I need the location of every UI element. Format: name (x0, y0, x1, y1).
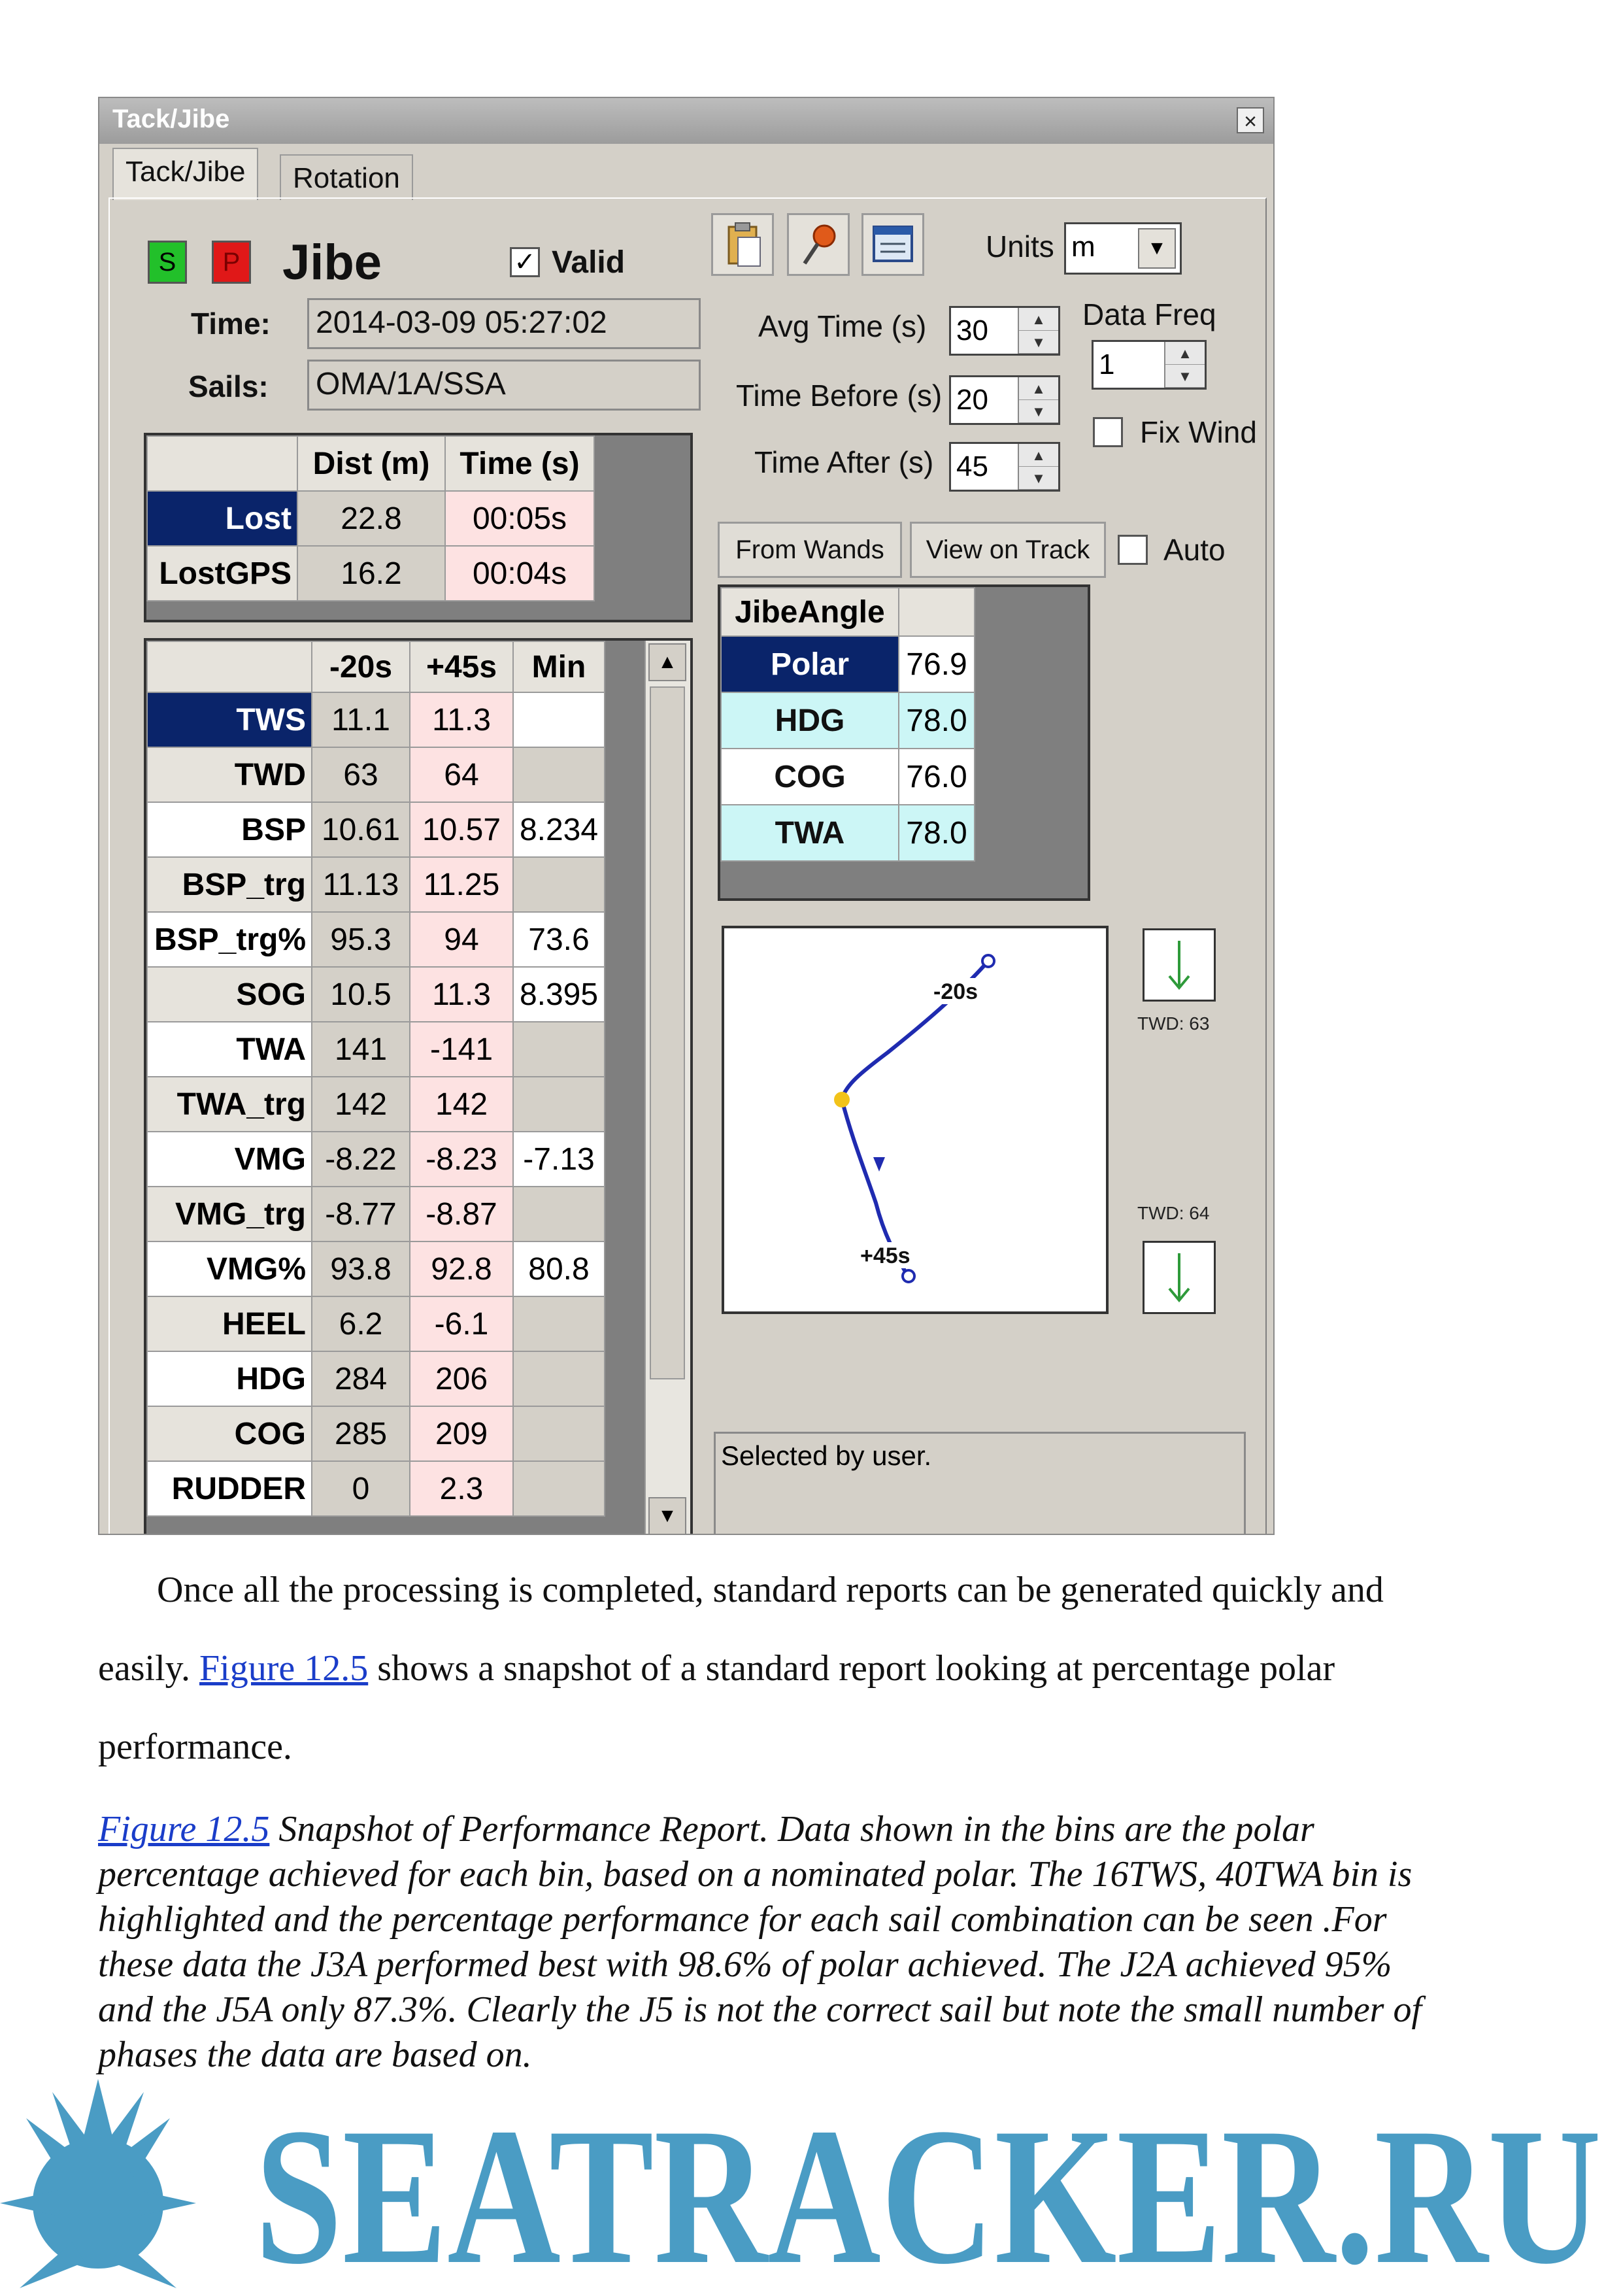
time-cell[interactable]: 00:05s (445, 491, 594, 546)
status-box: Selected by user. (714, 1432, 1246, 1535)
row-header[interactable]: VMG_trg (147, 1187, 312, 1241)
after-cell[interactable]: -8.87 (410, 1187, 513, 1241)
before-cell[interactable]: 10.5 (312, 967, 410, 1022)
angle-value-cell[interactable]: 76.0 (899, 749, 975, 805)
sails-label: Sails: (188, 369, 269, 403)
caption-line-2: percentage achieved for each bin, based on a nominated polar. The 16TWS, 40TWA bin is (98, 1854, 1412, 1895)
data-freq-label: Data Freq (1082, 297, 1216, 331)
wind-arrow-bottom-icon (1143, 1241, 1216, 1314)
row-header[interactable]: COG (721, 749, 899, 805)
after-cell[interactable]: 206 (410, 1351, 513, 1406)
column-header-jibe-angle[interactable]: JibeAngle (721, 588, 899, 636)
end-label: +45s (860, 1243, 911, 1268)
table-row[interactable] (147, 1187, 605, 1241)
after-cell[interactable]: 11.25 (410, 857, 513, 912)
paragraph-line-3: performance. (98, 1727, 292, 1767)
before-cell[interactable]: 95.3 (312, 912, 410, 967)
title-bar[interactable] (99, 98, 1273, 144)
loss-grid (144, 433, 693, 622)
stats-grid (144, 638, 693, 1535)
caption-line-3: highlighted and the percentage performance for each sail combination can be seen .For (98, 1899, 1387, 1940)
before-cell[interactable]: 285 (312, 1406, 410, 1461)
fix-wind-label: Fix Wind (1140, 415, 1257, 449)
from-wands-button[interactable]: From Wands (718, 522, 902, 578)
scroll-thumb[interactable] (650, 686, 685, 1379)
row-header[interactable]: BSP_trg (147, 857, 312, 912)
min-cell[interactable] (513, 1077, 605, 1132)
after-cell[interactable]: 142 (410, 1077, 513, 1132)
spin-down-button[interactable]: ▼ (1019, 331, 1058, 354)
after-cell[interactable]: 92.8 (410, 1241, 513, 1296)
angle-value-cell[interactable]: 78.0 (899, 692, 975, 749)
avg-time-value: 30 (956, 314, 988, 346)
table-row[interactable] (147, 546, 594, 601)
twd-bottom-label: TWD: 64 (1137, 1203, 1210, 1223)
caption-line-1 (98, 1807, 1601, 1852)
row-header[interactable]: COG (147, 1406, 312, 1461)
row-header[interactable]: HEEL (147, 1296, 312, 1351)
after-cell[interactable]: 94 (410, 912, 513, 967)
before-cell[interactable]: 142 (312, 1077, 410, 1132)
column-header-value (899, 588, 975, 636)
spin-down-button[interactable]: ▼ (1019, 467, 1058, 490)
wind-arrow-top-icon (1143, 928, 1216, 1002)
min-cell[interactable] (513, 857, 605, 912)
min-cell[interactable] (513, 1461, 605, 1516)
table-row[interactable] (721, 805, 975, 861)
table-row[interactable] (147, 857, 605, 912)
port-indicator[interactable]: P (212, 241, 251, 284)
table-row[interactable] (147, 802, 605, 857)
watermark (0, 2053, 1621, 2293)
after-cell[interactable]: -6.1 (410, 1296, 513, 1351)
time-before-label: Time Before (s) (736, 379, 943, 413)
time-before-value: 20 (956, 384, 988, 416)
before-cell[interactable]: 6.2 (312, 1296, 410, 1351)
row-header[interactable]: RUDDER (147, 1461, 312, 1516)
before-cell[interactable]: 11.13 (312, 857, 410, 912)
jibe-point (834, 1092, 850, 1107)
min-cell[interactable] (513, 1406, 605, 1461)
table-row[interactable] (147, 1022, 605, 1077)
before-cell[interactable]: 284 (312, 1351, 410, 1406)
spin-up-button[interactable]: ▲ (1019, 377, 1058, 400)
figure-link[interactable]: Figure 12.5 (199, 1648, 369, 1689)
auto-checkbox[interactable] (1118, 535, 1148, 565)
after-cell[interactable]: 209 (410, 1406, 513, 1461)
row-header[interactable]: TWA (721, 805, 899, 861)
before-cell[interactable]: -8.22 (312, 1132, 410, 1187)
row-header[interactable]: VMG% (147, 1241, 312, 1296)
tack-jibe-window (98, 97, 1275, 1535)
table-row[interactable] (147, 912, 605, 967)
auto-label: Auto (1163, 533, 1226, 567)
after-cell[interactable]: 10.57 (410, 802, 513, 857)
row-header[interactable]: LostGPS (147, 546, 297, 601)
paragraph-line-2 (98, 1647, 1335, 1689)
caption-line-6: phases the data are based on. (98, 2034, 532, 2075)
table-row[interactable] (147, 967, 605, 1022)
row-header[interactable]: VMG (147, 1132, 312, 1187)
twd-top-label: TWD: 63 (1137, 1013, 1210, 1034)
min-cell[interactable] (513, 1022, 605, 1077)
before-cell[interactable]: 11.1 (312, 692, 410, 747)
table-row[interactable] (147, 1241, 605, 1296)
spin-up-button[interactable]: ▲ (1019, 444, 1058, 467)
caption-line-4: these data the J3A performed best with 98.6% of polar achieved. The J2A achieved 95% (98, 1944, 1392, 1985)
time-after-value: 45 (956, 450, 988, 482)
pin-tool-icon[interactable] (787, 213, 850, 276)
table-header-row (147, 641, 605, 692)
units-label: Units (986, 229, 1054, 263)
starboard-indicator[interactable]: S (148, 241, 187, 284)
column-header-dist[interactable]: Dist (m) (297, 436, 445, 491)
angle-value-cell[interactable]: 76.9 (899, 636, 975, 692)
after-cell[interactable]: -8.23 (410, 1132, 513, 1187)
row-header[interactable]: Lost (147, 491, 297, 546)
column-header (147, 641, 312, 692)
min-cell[interactable] (513, 692, 605, 747)
paragraph-line-1: Once all the processing is completed, standard reports can be generated quickly and (157, 1570, 1384, 1610)
min-cell[interactable] (513, 1296, 605, 1351)
row-header[interactable]: TWS (147, 692, 312, 747)
row-header[interactable]: Polar (721, 636, 899, 692)
table-row[interactable] (147, 1406, 605, 1461)
after-cell[interactable]: 11.3 (410, 692, 513, 747)
angle-value-cell[interactable]: 78.0 (899, 805, 975, 861)
scroll-up-button[interactable]: ▲ (648, 643, 686, 681)
time-after-spinner[interactable] (949, 442, 1060, 492)
window-view-icon[interactable] (861, 213, 924, 276)
table-header-row (721, 588, 975, 636)
paragraph-text: easily. (98, 1648, 199, 1689)
valid-checkbox[interactable]: ✓ (510, 247, 540, 277)
row-header[interactable]: BSP_trg% (147, 912, 312, 967)
table-row[interactable] (147, 1132, 605, 1187)
column-header (147, 436, 297, 491)
stats-table (146, 641, 605, 1517)
before-cell[interactable]: 141 (312, 1022, 410, 1077)
table-row[interactable] (147, 1461, 605, 1516)
scroll-down-button[interactable]: ▼ (648, 1497, 686, 1535)
row-header[interactable]: TWA (147, 1022, 312, 1077)
jibe-angle-grid (718, 584, 1090, 901)
time-label: Time: (191, 307, 271, 341)
row-header[interactable]: BSP (147, 802, 312, 857)
direction-arrow (873, 1157, 885, 1172)
after-cell[interactable]: 2.3 (410, 1461, 513, 1516)
column-header-time[interactable]: Time (s) (445, 436, 594, 491)
dist-cell[interactable]: 16.2 (297, 546, 445, 601)
valid-label: Valid (552, 245, 626, 280)
paragraph-text: shows a snapshot of a standard report looking at percentage polar (368, 1648, 1335, 1689)
tab-tack-jibe[interactable]: Tack/Jibe (112, 148, 258, 200)
close-button[interactable]: × (1237, 107, 1264, 133)
sails-field: OMA/1A/SSA (307, 360, 701, 411)
after-cell[interactable]: 64 (410, 747, 513, 802)
units-select[interactable] (1064, 222, 1182, 275)
table-row[interactable] (147, 1077, 605, 1132)
dist-cell[interactable]: 22.8 (297, 491, 445, 546)
table-row[interactable] (147, 1351, 605, 1406)
track-plot[interactable] (722, 926, 1109, 1314)
after-cell[interactable]: 11.3 (410, 967, 513, 1022)
table-row[interactable] (721, 636, 975, 692)
row-header[interactable]: HDG (721, 692, 899, 749)
caption-line-5: and the J5A only 87.3%. Clearly the J5 is not the correct sail but note the small number of (98, 1989, 1422, 2030)
before-cell[interactable]: 93.8 (312, 1241, 410, 1296)
spin-down-button[interactable]: ▼ (1019, 400, 1058, 423)
caption-figure-link[interactable]: Figure 12.5 (98, 1809, 270, 1849)
min-cell[interactable]: 80.8 (513, 1241, 605, 1296)
time-after-label: Time After (s) (754, 445, 934, 479)
min-cell[interactable]: 8.395 (513, 967, 605, 1022)
fix-wind-checkbox[interactable] (1093, 417, 1123, 447)
min-cell[interactable]: 8.234 (513, 802, 605, 857)
loss-table (146, 435, 595, 601)
table-row[interactable] (147, 491, 594, 546)
table-row[interactable] (147, 747, 605, 802)
row-header[interactable]: HDG (147, 1351, 312, 1406)
view-on-track-button[interactable]: View on Track (910, 522, 1106, 578)
min-cell[interactable] (513, 1187, 605, 1241)
figure-caption (98, 1807, 1601, 2078)
window-title: Tack/Jibe (112, 105, 230, 133)
before-cell[interactable]: 10.61 (312, 802, 410, 857)
stats-scrollbar[interactable] (644, 641, 690, 1535)
maneuver-title: Jibe (282, 235, 382, 290)
time-cell[interactable]: 00:04s (445, 546, 594, 601)
time-field: 2014-03-09 05:27:02 (307, 298, 701, 349)
table-row[interactable] (147, 692, 605, 747)
spin-up-button[interactable]: ▲ (1165, 342, 1205, 365)
before-cell[interactable]: 0 (312, 1461, 410, 1516)
min-cell[interactable]: 73.6 (513, 912, 605, 967)
table-row[interactable] (721, 692, 975, 749)
spin-up-button[interactable]: ▲ (1019, 308, 1058, 331)
end-point (903, 1270, 914, 1282)
min-cell[interactable] (513, 747, 605, 802)
column-header-after[interactable]: +45s (410, 641, 513, 692)
before-cell[interactable]: 63 (312, 747, 410, 802)
table-header-row (147, 436, 594, 491)
row-header[interactable]: TWD (147, 747, 312, 802)
tab-rotation[interactable]: Rotation (280, 154, 413, 200)
jibe-angle-table (720, 587, 975, 862)
start-label: -20s (933, 979, 978, 1004)
table-row[interactable] (147, 1296, 605, 1351)
start-point (982, 955, 994, 967)
min-cell[interactable] (513, 1351, 605, 1406)
data-freq-value: 1 (1099, 348, 1115, 380)
spin-down-button[interactable]: ▼ (1165, 365, 1205, 388)
min-cell[interactable]: -7.13 (513, 1132, 605, 1187)
column-header-min[interactable]: Min (513, 641, 605, 692)
track-line (842, 961, 988, 1275)
clipboard-icon[interactable] (711, 213, 774, 276)
row-header[interactable]: SOG (147, 967, 312, 1022)
watermark-text: SEATRACKER.RU (255, 2087, 1601, 2293)
units-value: m (1071, 231, 1095, 263)
column-header-before[interactable]: -20s (312, 641, 410, 692)
avg-time-label: Avg Time (s) (758, 309, 927, 343)
units-dropdown-button[interactable]: ▼ (1138, 228, 1176, 269)
after-cell[interactable]: -141 (410, 1022, 513, 1077)
caption-text: Snapshot of Performance Report. Data shown in the bins are the polar (269, 1809, 1314, 1849)
row-header[interactable]: TWA_trg (147, 1077, 312, 1132)
table-row[interactable] (721, 749, 975, 805)
avg-time-spinner[interactable] (949, 306, 1060, 356)
sun-logo-icon (0, 2053, 1621, 2293)
data-freq-spinner[interactable] (1092, 340, 1207, 390)
before-cell[interactable]: -8.77 (312, 1187, 410, 1241)
time-before-spinner[interactable] (949, 375, 1060, 425)
